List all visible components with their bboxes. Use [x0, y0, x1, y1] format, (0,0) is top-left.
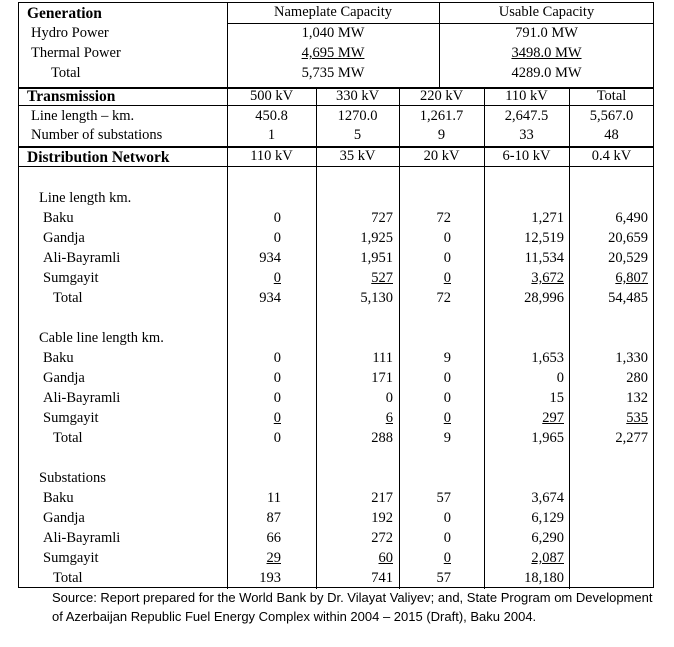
rule-gen-header — [227, 23, 653, 24]
rule-transmission-header — [19, 105, 653, 106]
dist-cell: 1,951 — [360, 250, 393, 266]
dist-cell: 57 — [436, 490, 451, 506]
transmission-cell: 1270.0 — [337, 108, 378, 124]
dist-cell: 20,659 — [608, 230, 648, 246]
section-title: Line length km. — [39, 190, 132, 206]
dist-row-label: Gandja — [43, 230, 85, 246]
dist-cell: 0 — [443, 510, 451, 526]
dist-cell: 28,996 — [524, 290, 564, 306]
distribution-col: 0.4 kV — [591, 148, 632, 164]
dist-cell: 741 — [371, 570, 393, 586]
dist-cell: 60 — [378, 550, 393, 566]
dist-cell: 0 — [443, 530, 451, 546]
dist-row-label: Baku — [43, 490, 74, 506]
dist-cell: 0 — [273, 270, 281, 286]
dist-cell: 72 — [436, 210, 451, 226]
generation-title: Generation — [27, 5, 102, 22]
transmission-cell: 1,261.7 — [419, 108, 464, 124]
dist-cell: 2,277 — [615, 430, 648, 446]
dist-cell: 5,130 — [360, 290, 393, 306]
generation-row-usable: 3498.0 MW — [511, 45, 582, 61]
transmission-title: Transmission — [27, 88, 116, 105]
dist-cell: 280 — [626, 370, 648, 386]
dist-row-label: Sumgayit — [43, 270, 99, 286]
generation-row-usable: 4289.0 MW — [511, 65, 582, 81]
dist-cell: 6,129 — [531, 510, 564, 526]
dist-row-label: Gandja — [43, 510, 85, 526]
dist-cell: 193 — [259, 570, 281, 586]
dist-cell: 6,490 — [615, 210, 648, 226]
dist-cell: 0 — [443, 270, 451, 286]
dist-cell: 6,290 — [531, 530, 564, 546]
distribution-col: 110 kV — [250, 148, 293, 164]
dist-cell: 0 — [273, 230, 281, 246]
dist-cell: 297 — [542, 410, 564, 426]
dist-cell: 20,529 — [608, 250, 648, 266]
dist-cell: 6,807 — [615, 270, 648, 286]
generation-row-label: Total — [51, 65, 81, 81]
section-title: Substations — [39, 470, 106, 486]
dist-row-label: Baku — [43, 350, 74, 366]
transmission-cell: 5,567.0 — [589, 108, 634, 124]
dist-cell: 0 — [443, 410, 451, 426]
transmission-cell: 5 — [353, 127, 362, 143]
dist-cell: 0 — [273, 390, 281, 406]
transmission-cell: 33 — [519, 127, 534, 143]
dist-cell: 54,485 — [608, 290, 648, 306]
dist-row-label: Total — [53, 570, 83, 586]
dist-cell: 111 — [372, 350, 393, 366]
transmission-cell: 48 — [604, 127, 619, 143]
dist-cell: 132 — [626, 390, 648, 406]
dist-cell: 0 — [273, 210, 281, 226]
generation-row-nameplate: 1,040 MW — [301, 25, 365, 41]
dist-cell: 171 — [371, 370, 393, 386]
dist-cell: 9 — [443, 350, 451, 366]
dist-cell: 15 — [549, 390, 564, 406]
dist-cell: 6 — [385, 410, 393, 426]
dist-row-label: Gandja — [43, 370, 85, 386]
dist-cell: 0 — [443, 250, 451, 266]
generation-row-usable: 791.0 MW — [515, 25, 578, 41]
dist-cell: 535 — [626, 410, 648, 426]
dist-cell: 0 — [443, 390, 451, 406]
section-title: Cable line length km. — [39, 330, 164, 346]
dist-row-label: Ali-Bayramli — [43, 530, 121, 546]
rule-distribution-header — [19, 166, 653, 167]
generation-row-nameplate: 5,735 MW — [301, 65, 365, 81]
dist-cell: 1,653 — [531, 350, 564, 366]
dist-cell: 11 — [267, 490, 281, 506]
dist-cell: 9 — [443, 430, 451, 446]
transmission-substations-label: Number of substations — [31, 127, 163, 143]
dist-row-label: Sumgayit — [43, 550, 99, 566]
dist-cell: 217 — [371, 490, 393, 506]
dist-cell: 11,534 — [524, 250, 564, 266]
generation-col-usable: Usable Capacity — [498, 4, 595, 20]
dist-cell: 2,087 — [531, 550, 564, 566]
dist-cell: 0 — [273, 410, 281, 426]
dist-row-label: Total — [53, 430, 83, 446]
dist-cell: 0 — [556, 370, 564, 386]
generation-row-label: Thermal Power — [31, 45, 121, 61]
dist-cell: 0 — [443, 230, 451, 246]
dist-cell: 29 — [266, 550, 281, 566]
dist-cell: 3,672 — [531, 270, 564, 286]
dist-cell: 1,925 — [360, 230, 393, 246]
dist-row-label: Total — [53, 290, 83, 306]
transmission-col: 220 kV — [419, 88, 464, 104]
dist-cell: 0 — [273, 370, 281, 386]
generation-col-nameplate: Nameplate Capacity — [274, 4, 392, 20]
distribution-col: 35 kV — [339, 148, 376, 164]
dist-cell: 18,180 — [524, 570, 564, 586]
distribution-col: 20 kV — [423, 148, 460, 164]
dist-cell: 3,674 — [531, 490, 564, 506]
dist-cell: 57 — [436, 570, 451, 586]
dist-cell: 288 — [371, 430, 393, 446]
dist-cell: 272 — [371, 530, 393, 546]
generation-row-nameplate: 4,695 MW — [301, 45, 365, 61]
transmission-cell: 450.8 — [255, 108, 288, 124]
dist-cell: 0 — [443, 370, 451, 386]
transmission-col: 110 kV — [505, 88, 548, 104]
transmission-cell: 2,647.5 — [504, 108, 549, 124]
dist-cell: 727 — [371, 210, 393, 226]
dist-cell: 934 — [259, 250, 281, 266]
transmission-line-length-label: Line length – km. — [31, 108, 135, 124]
distribution-col: 6-10 kV — [502, 148, 551, 164]
dist-cell: 66 — [266, 530, 281, 546]
dist-cell: 1,330 — [615, 350, 648, 366]
dist-cell: 0 — [273, 350, 281, 366]
dist-cell: 12,519 — [524, 230, 564, 246]
dist-cell: 527 — [371, 270, 393, 286]
dist-cell: 0 — [443, 550, 451, 566]
dist-cell: 87 — [266, 510, 281, 526]
dist-cell: 1,965 — [531, 430, 564, 446]
dist-cell: 0 — [273, 430, 281, 446]
dist-cell: 192 — [371, 510, 393, 526]
transmission-col: 500 kV — [249, 88, 294, 104]
source-note: Source: Report prepared for the World Bank by Dr. Vilayat Valiyev; and, State Program om Development of Azerbaijan Republic Fuel Energy Complex within 2004 – 2015 (Draft), Baku 2004. — [52, 590, 653, 624]
transmission-col: Total — [596, 88, 627, 104]
dist-row-label: Ali-Bayramli — [43, 250, 121, 266]
dist-cell: 1,271 — [531, 210, 564, 226]
dist-row-label: Baku — [43, 210, 74, 226]
transmission-cell: 9 — [437, 127, 446, 143]
energy-table — [18, 2, 654, 588]
transmission-col: 330 kV — [335, 88, 380, 104]
generation-row-label: Hydro Power — [31, 25, 109, 41]
dist-row-label: Sumgayit — [43, 410, 99, 426]
dist-cell: 0 — [385, 390, 393, 406]
distribution-title: Distribution Network — [27, 149, 170, 166]
dist-cell: 934 — [259, 290, 281, 306]
dist-cell: 72 — [436, 290, 451, 306]
transmission-cell: 1 — [267, 127, 276, 143]
dist-row-label: Ali-Bayramli — [43, 390, 121, 406]
